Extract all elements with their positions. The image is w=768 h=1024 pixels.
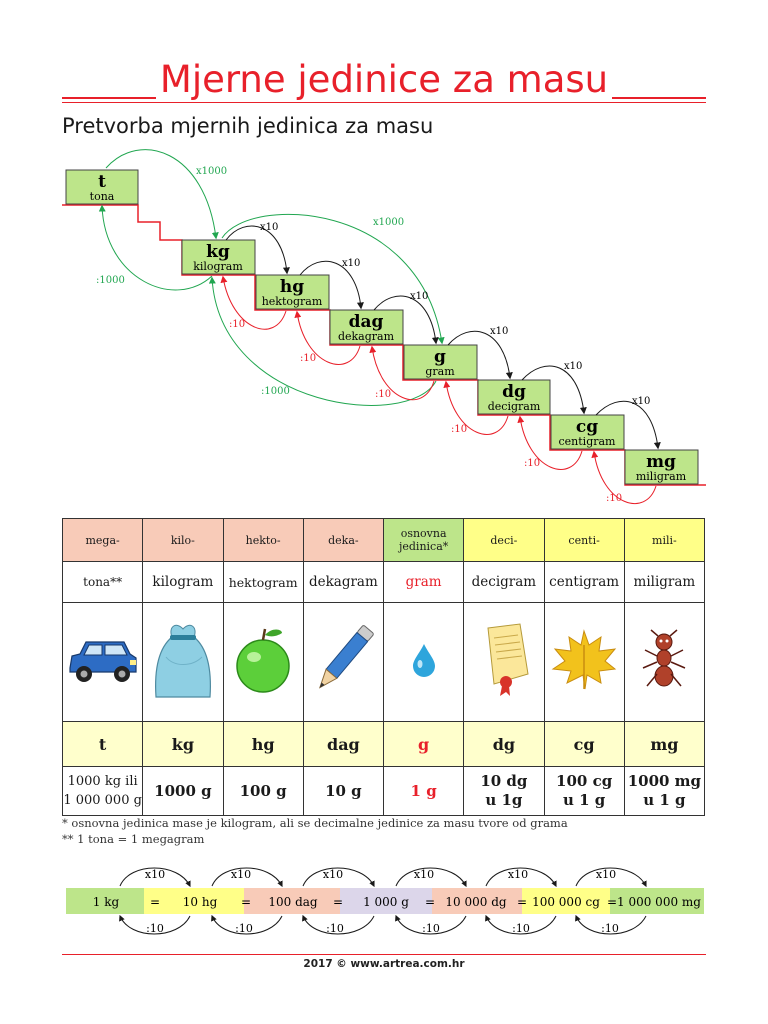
page-title: Mjerne jedinice za masu — [159, 58, 609, 101]
label-g-to-kg: :1000 — [261, 386, 290, 397]
equivalent-line: 1000 g — [154, 781, 212, 800]
equivalent-row — [63, 767, 705, 816]
bar-value: 10 hg — [182, 895, 218, 909]
step-kg — [182, 240, 255, 274]
label-hg-to-dag: x10 — [342, 258, 361, 269]
bar-value: 10 000 dg — [445, 895, 507, 909]
bar-label-div: :10 — [235, 922, 253, 935]
unit-name: kilogram — [143, 562, 223, 603]
bar-value: 1 000 000 mg — [617, 895, 701, 909]
step-cg — [551, 415, 624, 449]
pencil-icon — [308, 618, 378, 702]
bar-equals: = — [240, 895, 252, 909]
bar-value: 1 000 g — [363, 895, 409, 909]
footnote-base-unit: * osnovna jedinica mase je kilogram, ali se decimalne jedinice za masu tvore od grama — [62, 816, 568, 830]
unit-symbol: dag — [303, 722, 383, 767]
step-hg-symbol: hg — [279, 277, 305, 297]
equivalent-cell — [464, 767, 544, 816]
prefix-cell: hekto- — [223, 519, 303, 562]
equivalent-line: 10 dg — [480, 772, 528, 790]
step-dag — [330, 310, 403, 344]
picture-cell — [624, 603, 704, 722]
bar-label-mul: x10 — [322, 868, 344, 881]
paper-icon — [476, 620, 532, 700]
unit-name: gram — [384, 562, 464, 603]
footer-rule — [62, 954, 706, 955]
step-dg-name: decigram — [487, 400, 541, 413]
prefix-cell: deka- — [303, 519, 383, 562]
label-dag-to-hg: :10 — [300, 353, 317, 364]
equivalent-line: 1000 mg — [627, 772, 702, 790]
step-dg — [478, 380, 550, 414]
step-kg-symbol: kg — [206, 242, 230, 262]
step-hg — [256, 275, 329, 309]
bar-label-mul: x10 — [413, 868, 435, 881]
equivalent-line: u 1 g — [562, 791, 606, 809]
unit-name: miligram — [624, 562, 704, 603]
unit-symbol: kg — [143, 722, 223, 767]
unit-name: decigram — [464, 562, 544, 603]
step-dg-symbol: dg — [502, 382, 526, 402]
title-underline-right — [612, 97, 706, 99]
step-mg-name: miligram — [635, 470, 687, 483]
unit-symbol: dg — [464, 722, 544, 767]
conversion-bar — [0, 855, 768, 945]
label-t-to-kg: x1000 — [196, 166, 228, 177]
prefix-cell: centi- — [544, 519, 624, 562]
label-cg-to-mg: x10 — [632, 396, 651, 407]
equivalent-cell — [624, 767, 704, 816]
equivalent-line: 1 g — [410, 781, 437, 800]
bar-label-mul: x10 — [507, 868, 529, 881]
bar-label-div: :10 — [601, 922, 619, 935]
car-icon — [64, 630, 142, 690]
equivalent-line: 100 cg — [556, 772, 613, 790]
picture-cell — [544, 603, 624, 722]
drop-icon — [411, 642, 437, 678]
units-table — [62, 518, 705, 816]
step-dag-symbol: dag — [348, 312, 384, 332]
label-hg-to-kg: :10 — [229, 319, 246, 330]
label-dg-to-cg: x10 — [564, 361, 583, 372]
symbol-row — [63, 722, 705, 767]
equivalent-line: u 1 g — [643, 791, 686, 809]
unit-name: tona** — [63, 562, 143, 603]
prefix-cell: mega- — [63, 519, 143, 562]
label-dag-to-g: x10 — [410, 291, 429, 302]
bar-label-mul: x10 — [230, 868, 252, 881]
step-kg-name: kilogram — [193, 260, 243, 273]
bar-equals: = — [606, 895, 618, 909]
unit-symbol: g — [384, 722, 464, 767]
ant-icon — [637, 628, 691, 692]
leaf-icon — [549, 627, 619, 693]
label-g-to-dg: x10 — [490, 326, 509, 337]
bar-value: 100 dag — [268, 895, 318, 909]
equivalent-cell — [384, 767, 464, 816]
step-hg-name: hektogram — [261, 295, 323, 308]
bar-label-div: :10 — [512, 922, 530, 935]
picture-cell — [303, 603, 383, 722]
step-t-symbol: t — [98, 172, 106, 192]
title-underline-left — [62, 97, 156, 99]
equivalent-line: 100 g — [239, 781, 287, 800]
equivalent-cell — [63, 767, 143, 816]
step-g-symbol: g — [434, 347, 446, 367]
staircase-diagram — [0, 140, 768, 510]
step-cg-name: centigram — [558, 435, 616, 448]
unit-name: dekagram — [303, 562, 383, 603]
name-row — [63, 562, 705, 603]
label-g-to-dag: :10 — [375, 389, 392, 400]
bar-label-mul: x10 — [595, 868, 617, 881]
equivalent-line: u 1g — [485, 791, 523, 809]
bar-label-div: :10 — [146, 922, 164, 935]
equivalent-cell — [143, 767, 223, 816]
page-subtitle: Pretvorba mjernih jedinica za masu — [62, 114, 434, 138]
prefix-cell: deci- — [464, 519, 544, 562]
label-kg-to-hg: x10 — [260, 222, 279, 233]
equivalent-cell — [223, 767, 303, 816]
equivalent-line: 1000 kg ili — [67, 774, 138, 789]
picture-cell — [464, 603, 544, 722]
picture-cell — [384, 603, 464, 722]
prefix-cell: osnovna jedinica* — [384, 519, 464, 562]
prefix-row — [63, 519, 705, 562]
label-cg-to-dg: :10 — [524, 458, 541, 469]
equivalent-cell — [303, 767, 383, 816]
unit-symbol: hg — [223, 722, 303, 767]
apple-icon — [232, 625, 294, 695]
bar-equals: = — [516, 895, 528, 909]
bar-equals: = — [424, 895, 436, 909]
picture-cell — [143, 603, 223, 722]
bag-icon — [150, 617, 216, 703]
unit-symbol: t — [63, 722, 143, 767]
label-mg-to-cg: :10 — [606, 493, 623, 504]
picture-cell — [223, 603, 303, 722]
unit-name: centigram — [544, 562, 624, 603]
bar-value: 100 000 cg — [532, 895, 600, 909]
bar-label-div: :10 — [422, 922, 440, 935]
footer-credit: 2017 © www.artrea.com.hr — [303, 958, 465, 970]
footnote-tonne: ** 1 tona = 1 megagram — [62, 832, 205, 846]
bar-value: 1 kg — [92, 895, 120, 909]
equivalent-line: 10 g — [325, 781, 362, 800]
bar-label-div: :10 — [326, 922, 344, 935]
label-kg-to-g: x1000 — [373, 217, 405, 228]
step-g-name: gram — [425, 365, 455, 378]
bar-equals: = — [149, 895, 161, 909]
step-dag-name: dekagram — [337, 330, 395, 343]
bar-equals: = — [332, 895, 344, 909]
unit-symbol: cg — [544, 722, 624, 767]
prefix-cell: kilo- — [143, 519, 223, 562]
unit-symbol: mg — [624, 722, 704, 767]
label-kg-to-t: :1000 — [96, 275, 125, 286]
step-t-name: tona — [89, 190, 115, 203]
title-rule — [62, 102, 706, 103]
equivalent-cell — [544, 767, 624, 816]
step-mg — [625, 450, 698, 484]
unit-name: hektogram — [223, 562, 303, 603]
equivalent-line: 1 000 000 g — [63, 793, 142, 808]
step-cg-symbol: cg — [575, 417, 599, 437]
prefix-cell: mili- — [624, 519, 704, 562]
picture-row — [63, 603, 705, 722]
bar-label-mul: x10 — [144, 868, 166, 881]
step-mg-symbol: mg — [646, 452, 676, 472]
picture-cell — [63, 603, 143, 722]
label-dg-to-g: :10 — [451, 424, 468, 435]
step-t — [66, 170, 138, 204]
step-g — [404, 345, 477, 379]
